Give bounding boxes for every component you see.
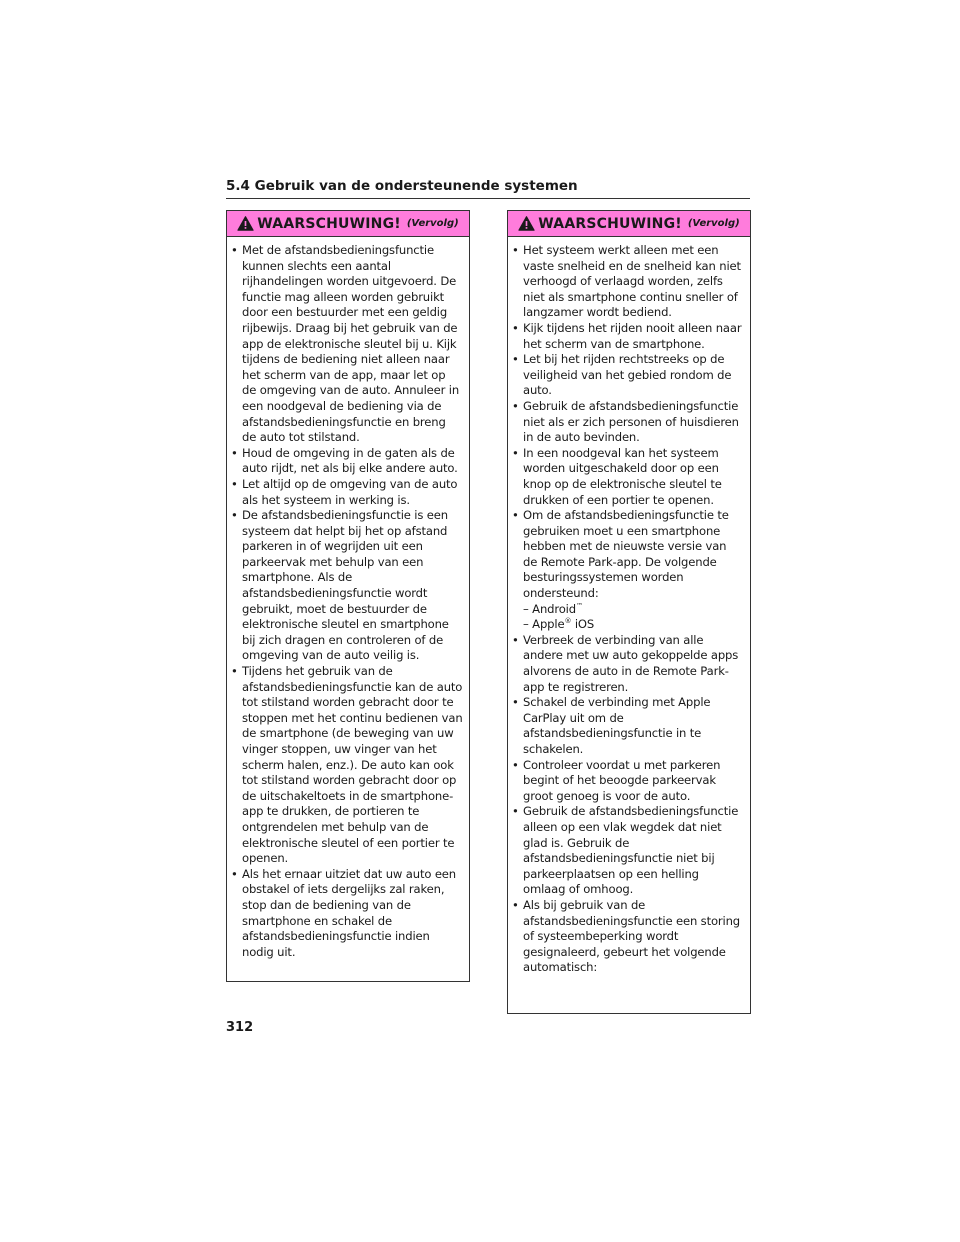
- list-item: • Met de afstandsbedieningsfunctie kunnen slechts een aantal rijhandelingen worden uitgevoerd. De functie mag alleen worden gebruikt door een bestuurder met een geldig rijbewijs. Draag bij het gebruik van de app de elektronische sleutel bij u. Kijk tijdens de bediening niet alleen naar het scherm van de app, maar let op de omgeving van de auto. Annuleer in een noodgeval de bediening via de afstandsbedieningsfunctie en breng de auto tot stilstand.: [231, 243, 460, 445]
- list-item: • Kijk tijdens het rijden nooit alleen naar het scherm van de smartphone.: [512, 320, 742, 351]
- list-item: • Gebruik de afstandsbedieningsfunctie niet als er zich personen of huisdieren in de auto bevinden.: [512, 398, 739, 445]
- os-android: – Android™: [523, 601, 583, 616]
- warning-header: [227, 211, 469, 237]
- list-item-os: • Om de afstandsbedieningsfunctie te gebruiken moet u een smartphone hebben met de nieuwste versie van de Remote Park-app. De volgende besturingssystemen worden ondersteund: – Android™ – Apple® iOS: [508, 508, 744, 633]
- list-item: • Als het ernaar uitziet dat uw auto een obstakel of iets dergelijks zal raken, stop dan de bediening van de smartphone en schakel de afstandsbedieningsfunctie indien nodig uit.: [231, 866, 456, 959]
- section-title: 5.4 Gebruik van de ondersteunende systemen: [226, 178, 750, 199]
- list-item: • Controleer voordat u met parkeren begint of het beoogde parkeervak groot genoeg is voor de auto.: [512, 757, 721, 803]
- warning-list: [508, 237, 750, 976]
- list-item: • Let altijd op de omgeving van de auto als het systeem in werking is.: [231, 476, 458, 507]
- list-item: • Het systeem werkt alleen met een vaste snelheid en de snelheid kan niet verhoogd of verlaagd worden, zelfs niet als smartphone continu sneller of langzamer wordt bediend.: [512, 243, 741, 320]
- warning-box-left: [226, 210, 470, 982]
- warning-title: WAARSCHUWING!: [257, 215, 401, 232]
- os-ios: – Apple® iOS: [523, 617, 595, 632]
- continued-label: (Vervolg): [406, 218, 459, 229]
- warning-header: [508, 211, 750, 237]
- continued-label: (Vervolg): [687, 218, 740, 229]
- warning-title: WAARSCHUWING!: [538, 215, 682, 232]
- list-item: • Als bij gebruik van de afstandsbedieningsfunctie een storing of systeembeperking wordt gesignaleerd, gebeurt het volgende automatisch:: [512, 897, 741, 975]
- list-item: • Houd de omgeving in de gaten als de auto rijdt, net als bij elke andere auto.: [231, 445, 458, 476]
- warning-list: [227, 237, 469, 960]
- os-sublist: [523, 602, 744, 633]
- list-item: • Gebruik de afstandsbedieningsfunctie alleen op een vlak wegdek dat niet glad is. Gebruik de afstandsbedieningsfunctie niet bij parkeerplaatsen op een helling omlaag of omhoog.: [512, 804, 739, 897]
- warning-triangle-icon: [237, 216, 254, 231]
- list-item: • Verbreek de verbinding van alle andere met uw auto gekoppelde apps alvorens de auto in de Remote Park-app te registreren.: [512, 632, 739, 694]
- page-number: 312: [226, 1020, 254, 1035]
- list-item: • Let bij het rijden rechtstreeks op de veiligheid van het gebied rondom de auto.: [512, 352, 732, 398]
- warning-box-right: [507, 210, 751, 1014]
- list-item: • In een noodgeval kan het systeem worden uitgeschakeld door op een knop op de elektronische sleutel te drukken of een portier te openen.: [512, 445, 722, 507]
- list-item: • Tijdens het gebruik van de afstandsbedieningsfunctie kan de auto tot stilstand worden gebracht door te stoppen met het continu bedienen van de smartphone (de beweging van uw vinger stoppen, uw vinger van het scherm halen, enz.). De auto kan ook tot stilstand worden gebracht door op de uitschakeltoets in de smartphone-app te drukken, de portieren te ontgrendelen met behulp van de elektronische sleutel of een portier te openen.: [231, 664, 463, 866]
- list-item: • De afstandsbedieningsfunctie is een systeem dat helpt bij het op afstand parkeren in of wegrijden uit een parkeervak met behulp van een smartphone. Als de afstandsbedieningsfunctie wordt gebruikt, moet de bestuurder de elektronische sleutel en smartphone bij zich dragen en controleren of de omgeving van de auto veilig is.: [231, 508, 449, 663]
- list-item: • Schakel de verbinding met Apple CarPlay uit om de afstandsbedieningsfunctie in te schakelen.: [512, 695, 711, 756]
- warning-triangle-icon: [518, 216, 535, 231]
